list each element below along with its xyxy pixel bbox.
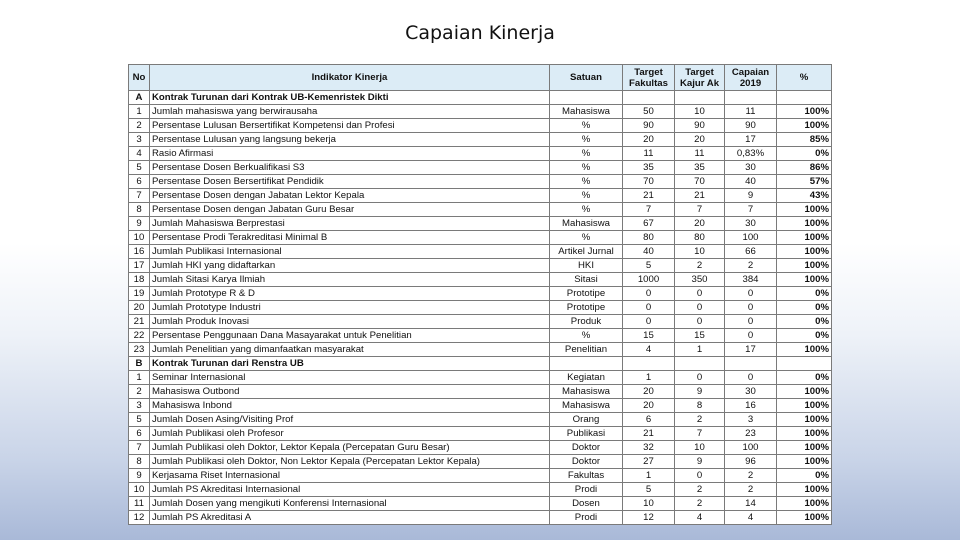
cell-no: 5 [129, 413, 150, 427]
cell-indikator: Persentase Prodi Terakreditasi Minimal B [150, 231, 550, 245]
table-header-row [129, 65, 832, 91]
header-target-fakultas-line2: Fakultas [629, 77, 668, 89]
cell-no: 17 [129, 259, 150, 273]
cell-indikator: Jumlah Publikasi oleh Doktor, Lektor Kepala (Percepatan Guru Besar) [150, 441, 550, 455]
cell-persen: 100% [777, 119, 832, 133]
cell-no: 20 [129, 301, 150, 315]
header-no: No [129, 65, 150, 91]
cell-satuan: Kegiatan [550, 371, 623, 385]
cell-capaian: 0 [725, 287, 777, 301]
cell-no: 12 [129, 511, 150, 525]
cell-target-kajur: 2 [675, 413, 725, 427]
cell-persen: 0% [777, 301, 832, 315]
table-row [129, 189, 832, 203]
table-row [129, 371, 832, 385]
cell-no: 21 [129, 315, 150, 329]
cell-persen: 100% [777, 399, 832, 413]
cell-no: 7 [129, 189, 150, 203]
cell-no: B [129, 357, 150, 371]
cell-target-fakultas: 1 [623, 371, 675, 385]
cell-capaian: 384 [725, 273, 777, 287]
cell-satuan: % [550, 203, 623, 217]
cell-indikator: Persentase Lulusan yang langsung bekerja [150, 133, 550, 147]
cell-persen: 100% [777, 385, 832, 399]
cell-satuan: % [550, 119, 623, 133]
table-body [129, 91, 832, 525]
cell-indikator: Persentase Dosen dengan Jabatan Guru Besar [150, 203, 550, 217]
section-row [129, 357, 832, 371]
cell-target-kajur: 11 [675, 147, 725, 161]
slide-title: Capaian Kinerja [405, 22, 555, 44]
cell-satuan: % [550, 189, 623, 203]
table-row [129, 119, 832, 133]
cell-target-kajur: 0 [675, 301, 725, 315]
cell-target-kajur: 20 [675, 217, 725, 231]
cell-indikator: Persentase Dosen dengan Jabatan Lektor Kepala [150, 189, 550, 203]
cell-target-fakultas: 0 [623, 287, 675, 301]
cell-no: 2 [129, 385, 150, 399]
cell-target-fakultas: 11 [623, 147, 675, 161]
cell-satuan: % [550, 329, 623, 343]
cell-target-fakultas [623, 357, 675, 371]
cell-target-fakultas: 0 [623, 315, 675, 329]
cell-indikator: Rasio Afirmasi [150, 147, 550, 161]
cell-persen: 100% [777, 483, 832, 497]
cell-capaian: 17 [725, 133, 777, 147]
section-row [129, 91, 832, 105]
cell-no: 1 [129, 371, 150, 385]
cell-target-fakultas: 32 [623, 441, 675, 455]
cell-no: 22 [129, 329, 150, 343]
table-row [129, 441, 832, 455]
cell-target-kajur: 80 [675, 231, 725, 245]
cell-capaian: 66 [725, 245, 777, 259]
cell-satuan: Sitasi [550, 273, 623, 287]
cell-indikator: Jumlah Dosen yang mengikuti Konferensi Internasional [150, 497, 550, 511]
table-row [129, 511, 832, 525]
cell-indikator: Persentase Lulusan Bersertifikat Kompetensi dan Profesi [150, 119, 550, 133]
cell-capaian: 30 [725, 161, 777, 175]
cell-satuan: Mahasiswa [550, 385, 623, 399]
cell-satuan: % [550, 133, 623, 147]
cell-indikator: Jumlah HKI yang didaftarkan [150, 259, 550, 273]
header-target-kajur-line1: Target [685, 66, 714, 78]
cell-no: 11 [129, 497, 150, 511]
cell-capaian: 100 [725, 231, 777, 245]
header-capaian [725, 65, 777, 91]
cell-no: 10 [129, 231, 150, 245]
cell-target-kajur: 8 [675, 399, 725, 413]
cell-target-kajur: 15 [675, 329, 725, 343]
table-row [129, 315, 832, 329]
cell-indikator: Jumlah Publikasi oleh Doktor, Non Lektor Kepala (Percepatan Lektor Kepala) [150, 455, 550, 469]
cell-persen: 0% [777, 329, 832, 343]
header-persen: % [777, 65, 832, 91]
cell-target-fakultas: 1 [623, 469, 675, 483]
cell-target-kajur: 9 [675, 385, 725, 399]
cell-capaian: 0 [725, 329, 777, 343]
cell-capaian: 14 [725, 497, 777, 511]
cell-persen: 100% [777, 343, 832, 357]
capaian-kinerja-table [128, 64, 832, 525]
cell-satuan: Doktor [550, 441, 623, 455]
cell-satuan: Publikasi [550, 427, 623, 441]
cell-capaian: 0 [725, 301, 777, 315]
cell-no: 2 [129, 119, 150, 133]
header-target-fakultas-line1: Target [634, 66, 663, 78]
table-row [129, 413, 832, 427]
cell-capaian: 0 [725, 315, 777, 329]
header-indikator: Indikator Kinerja [150, 65, 550, 91]
cell-persen: 100% [777, 273, 832, 287]
cell-target-fakultas: 20 [623, 385, 675, 399]
cell-target-kajur: 20 [675, 133, 725, 147]
cell-indikator: Seminar Internasional [150, 371, 550, 385]
header-satuan: Satuan [550, 65, 623, 91]
cell-no: 16 [129, 245, 150, 259]
cell-satuan: Prodi [550, 511, 623, 525]
cell-no: 18 [129, 273, 150, 287]
cell-target-fakultas: 7 [623, 203, 675, 217]
header-target-kajur-line2: Kajur Ak [679, 77, 720, 89]
table-row [129, 161, 832, 175]
cell-target-fakultas: 67 [623, 217, 675, 231]
cell-target-kajur: 0 [675, 371, 725, 385]
cell-indikator: Mahasiswa Outbond [150, 385, 550, 399]
cell-target-fakultas: 70 [623, 175, 675, 189]
table-row [129, 217, 832, 231]
cell-target-kajur: 4 [675, 511, 725, 525]
cell-no: 23 [129, 343, 150, 357]
cell-target-fakultas: 27 [623, 455, 675, 469]
cell-indikator: Jumlah Publikasi oleh Profesor [150, 427, 550, 441]
table-row [129, 287, 832, 301]
table-row [129, 133, 832, 147]
cell-persen: 100% [777, 427, 832, 441]
cell-capaian: 7 [725, 203, 777, 217]
cell-persen: 43% [777, 189, 832, 203]
table-row [129, 259, 832, 273]
cell-persen: 86% [777, 161, 832, 175]
cell-persen [777, 91, 832, 105]
cell-satuan: HKI [550, 259, 623, 273]
cell-indikator: Jumlah Sitasi Karya Ilmiah [150, 273, 550, 287]
cell-capaian: 40 [725, 175, 777, 189]
cell-target-fakultas: 12 [623, 511, 675, 525]
cell-capaian: 3 [725, 413, 777, 427]
cell-target-kajur: 7 [675, 427, 725, 441]
cell-target-fakultas: 5 [623, 483, 675, 497]
cell-persen: 0% [777, 371, 832, 385]
cell-indikator: Jumlah PS Akreditasi Internasional [150, 483, 550, 497]
cell-satuan: Penelitian [550, 343, 623, 357]
cell-no: 5 [129, 161, 150, 175]
cell-persen [777, 357, 832, 371]
cell-no: 1 [129, 105, 150, 119]
cell-target-fakultas: 6 [623, 413, 675, 427]
cell-target-kajur: 2 [675, 483, 725, 497]
cell-target-fakultas [623, 91, 675, 105]
cell-satuan [550, 357, 623, 371]
cell-target-kajur: 10 [675, 105, 725, 119]
cell-satuan: Mahasiswa [550, 105, 623, 119]
cell-satuan: Prototipe [550, 287, 623, 301]
cell-target-kajur: 90 [675, 119, 725, 133]
cell-target-kajur: 1 [675, 343, 725, 357]
table-row [129, 273, 832, 287]
cell-persen: 100% [777, 441, 832, 455]
table-row [129, 385, 832, 399]
cell-target-kajur: 9 [675, 455, 725, 469]
table-row [129, 343, 832, 357]
cell-target-kajur: 2 [675, 259, 725, 273]
cell-no: 4 [129, 147, 150, 161]
cell-target-fakultas: 21 [623, 189, 675, 203]
header-capaian-line1: Capaian [731, 66, 770, 78]
table-row [129, 105, 832, 119]
cell-target-kajur: 7 [675, 203, 725, 217]
cell-target-fakultas: 40 [623, 245, 675, 259]
cell-satuan: % [550, 147, 623, 161]
cell-persen: 100% [777, 245, 832, 259]
cell-target-fakultas: 15 [623, 329, 675, 343]
cell-satuan: Produk [550, 315, 623, 329]
cell-persen: 100% [777, 413, 832, 427]
cell-target-fakultas: 0 [623, 301, 675, 315]
cell-indikator: Jumlah mahasiswa yang berwirausaha [150, 105, 550, 119]
cell-capaian: 0,83% [725, 147, 777, 161]
cell-target-kajur: 10 [675, 441, 725, 455]
cell-indikator: Jumlah Prototype Industri [150, 301, 550, 315]
cell-persen: 0% [777, 287, 832, 301]
cell-satuan: Doktor [550, 455, 623, 469]
cell-no: A [129, 91, 150, 105]
cell-capaian: 4 [725, 511, 777, 525]
cell-indikator: Kontrak Turunan dari Kontrak UB-Kemenristek Dikti [150, 91, 550, 105]
table-row [129, 399, 832, 413]
cell-no: 10 [129, 483, 150, 497]
table-row [129, 231, 832, 245]
cell-satuan: Artikel Jurnal [550, 245, 623, 259]
cell-indikator: Mahasiswa Inbond [150, 399, 550, 413]
cell-indikator: Jumlah Prototype R & D [150, 287, 550, 301]
cell-satuan: Dosen [550, 497, 623, 511]
cell-persen: 85% [777, 133, 832, 147]
table-row [129, 245, 832, 259]
header-target-fakultas [623, 65, 675, 91]
cell-no: 6 [129, 175, 150, 189]
cell-indikator: Persentase Penggunaan Dana Masayarakat untuk Penelitian [150, 329, 550, 343]
cell-target-kajur [675, 91, 725, 105]
cell-persen: 100% [777, 203, 832, 217]
cell-target-kajur: 2 [675, 497, 725, 511]
cell-capaian: 30 [725, 217, 777, 231]
table-row [129, 455, 832, 469]
cell-indikator: Jumlah PS Akreditasi A [150, 511, 550, 525]
cell-indikator: Persentase Dosen Berkualifikasi S3 [150, 161, 550, 175]
cell-indikator: Jumlah Dosen Asing/Visiting Prof [150, 413, 550, 427]
cell-target-fakultas: 10 [623, 497, 675, 511]
cell-target-fakultas: 35 [623, 161, 675, 175]
cell-target-kajur: 0 [675, 469, 725, 483]
cell-satuan: Prodi [550, 483, 623, 497]
table-row [129, 483, 832, 497]
cell-satuan: Prototipe [550, 301, 623, 315]
cell-satuan: Mahasiswa [550, 399, 623, 413]
cell-capaian: 2 [725, 259, 777, 273]
header-target-kajur [675, 65, 725, 91]
table-row [129, 427, 832, 441]
cell-capaian: 11 [725, 105, 777, 119]
table-row [129, 497, 832, 511]
cell-no: 8 [129, 455, 150, 469]
cell-indikator: Kontrak Turunan dari Renstra UB [150, 357, 550, 371]
table-row [129, 329, 832, 343]
cell-indikator: Jumlah Penelitian yang dimanfaatkan masyarakat [150, 343, 550, 357]
cell-satuan: Mahasiswa [550, 217, 623, 231]
cell-satuan: % [550, 161, 623, 175]
cell-satuan: Fakultas [550, 469, 623, 483]
cell-indikator: Jumlah Mahasiswa Berprestasi [150, 217, 550, 231]
table-row [129, 175, 832, 189]
cell-persen: 100% [777, 455, 832, 469]
cell-indikator: Kerjasama Riset Internasional [150, 469, 550, 483]
cell-indikator: Jumlah Produk Inovasi [150, 315, 550, 329]
cell-capaian [725, 357, 777, 371]
cell-target-kajur: 0 [675, 287, 725, 301]
cell-capaian: 96 [725, 455, 777, 469]
cell-no: 3 [129, 133, 150, 147]
cell-target-fakultas: 80 [623, 231, 675, 245]
cell-target-kajur [675, 357, 725, 371]
cell-persen: 100% [777, 105, 832, 119]
cell-persen: 57% [777, 175, 832, 189]
cell-capaian: 23 [725, 427, 777, 441]
cell-persen: 0% [777, 315, 832, 329]
cell-no: 19 [129, 287, 150, 301]
cell-capaian [725, 91, 777, 105]
cell-target-kajur: 10 [675, 245, 725, 259]
cell-no: 9 [129, 217, 150, 231]
cell-target-fakultas: 20 [623, 133, 675, 147]
cell-capaian: 16 [725, 399, 777, 413]
cell-capaian: 17 [725, 343, 777, 357]
cell-target-fakultas: 50 [623, 105, 675, 119]
table-row [129, 203, 832, 217]
table-row [129, 301, 832, 315]
cell-target-fakultas: 90 [623, 119, 675, 133]
cell-persen: 0% [777, 147, 832, 161]
cell-no: 6 [129, 427, 150, 441]
cell-target-fakultas: 21 [623, 427, 675, 441]
table-row [129, 147, 832, 161]
cell-satuan: % [550, 231, 623, 245]
cell-capaian: 9 [725, 189, 777, 203]
cell-no: 9 [129, 469, 150, 483]
cell-capaian: 90 [725, 119, 777, 133]
cell-capaian: 2 [725, 469, 777, 483]
cell-persen: 100% [777, 497, 832, 511]
cell-no: 8 [129, 203, 150, 217]
cell-persen: 100% [777, 231, 832, 245]
cell-target-kajur: 0 [675, 315, 725, 329]
cell-persen: 100% [777, 511, 832, 525]
cell-target-kajur: 70 [675, 175, 725, 189]
cell-target-fakultas: 4 [623, 343, 675, 357]
cell-target-kajur: 35 [675, 161, 725, 175]
cell-persen: 0% [777, 469, 832, 483]
cell-indikator: Persentase Dosen Bersertifikat Pendidik [150, 175, 550, 189]
table-row [129, 469, 832, 483]
cell-capaian: 30 [725, 385, 777, 399]
cell-target-fakultas: 20 [623, 399, 675, 413]
cell-persen: 100% [777, 217, 832, 231]
cell-persen: 100% [777, 259, 832, 273]
cell-target-kajur: 21 [675, 189, 725, 203]
cell-target-fakultas: 5 [623, 259, 675, 273]
cell-satuan: Orang [550, 413, 623, 427]
cell-satuan [550, 91, 623, 105]
cell-indikator: Jumlah Publikasi Internasional [150, 245, 550, 259]
cell-capaian: 0 [725, 371, 777, 385]
cell-capaian: 2 [725, 483, 777, 497]
cell-target-kajur: 350 [675, 273, 725, 287]
header-capaian-line2: 2019 [739, 77, 762, 89]
cell-target-fakultas: 1000 [623, 273, 675, 287]
cell-no: 7 [129, 441, 150, 455]
cell-capaian: 100 [725, 441, 777, 455]
cell-no: 3 [129, 399, 150, 413]
cell-satuan: % [550, 175, 623, 189]
